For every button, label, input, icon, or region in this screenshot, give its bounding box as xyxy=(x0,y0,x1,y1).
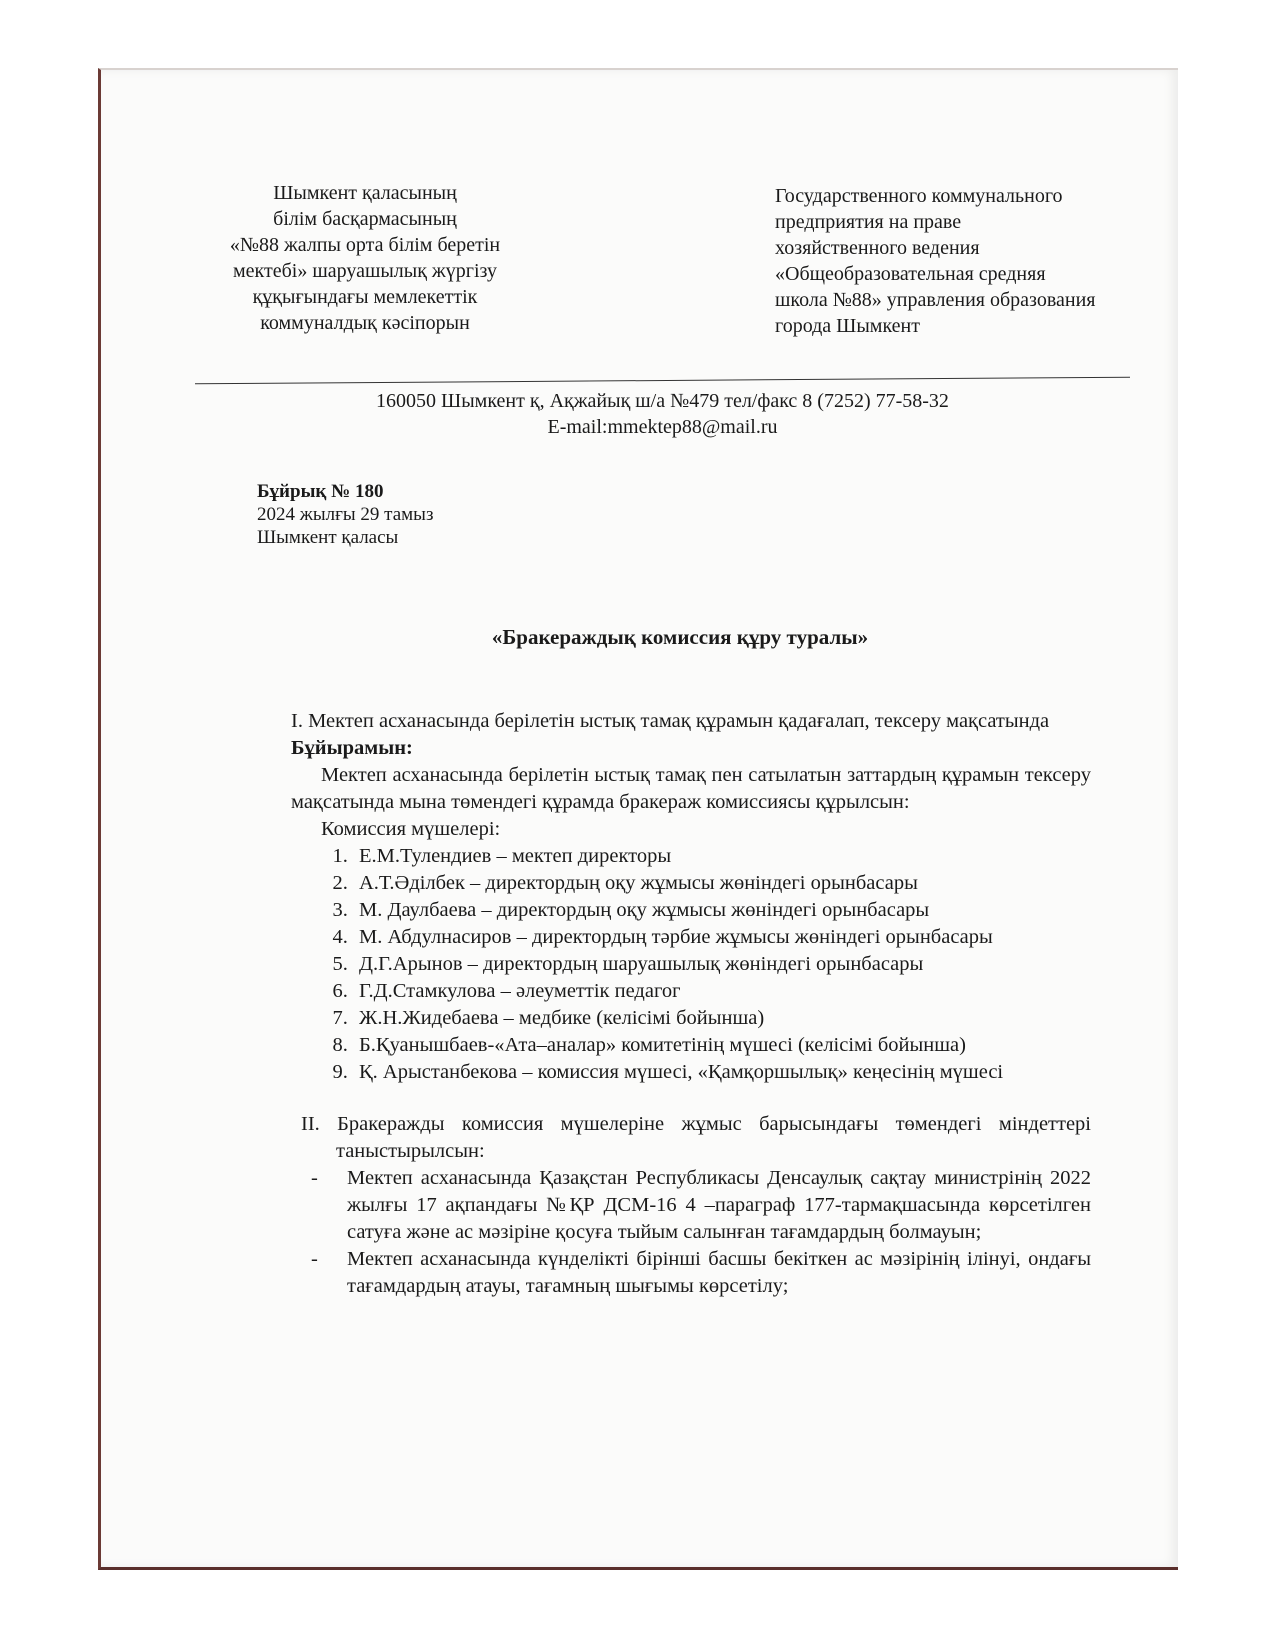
header-left-line: Шымкент қаласының xyxy=(273,182,457,204)
header-left-line: «№88 жалпы орта білім беретін xyxy=(229,234,501,256)
section1-intro: I. Мектеп асханасында берілетін ыстық тамақ құрамын қадағалап, тексеру мақсатында xyxy=(291,710,1050,732)
members-label: Комиссия мүшелері: xyxy=(321,818,501,840)
header-right-line: «Общеобразовательная средняя xyxy=(775,263,1046,285)
header-left-line: білім басқармасының xyxy=(273,208,457,230)
list-item: 2. А.Т.Әділбек – директордың оқу жұмысы жөніндегі орынбасары xyxy=(353,870,1091,897)
list-item: 3. М. Даулбаева – директордың оқу жұмысы жөніндегі орынбасары xyxy=(353,897,1091,924)
list-item: 9. Қ. Арыстанбекова – комиссия мүшесі, «Қамқоршылық» кеңесінің мүшесі xyxy=(353,1059,1091,1086)
section2 xyxy=(291,1111,1091,1300)
header-right-russian xyxy=(775,183,1135,339)
address-line: 160050 Шымкент қ, Ақжайық ш/а №479 тел/факс 8 (7252) 77-58-32 xyxy=(376,390,949,412)
header-right-line: школа №88» управления образования xyxy=(775,289,1096,311)
document-body xyxy=(291,708,1091,1300)
list-item: 8. Б.Қуанышбаев-«Ата–аналар» комитетінің мүшесі (келісімі бойынша) xyxy=(353,1032,1091,1059)
duty-text: Мектеп асханасында Қазақстан Республикасы Денсаулық сақтау министрінің 2022 жылғы 17 ақпандағы №ҚР ДСМ-16 4 –параграф 177-тармақшасында көрсетілген сатуға және ас мәзіріне қосуға тыйым салынған тағамдардың болмауын; xyxy=(347,1167,1091,1243)
email-line: E-mail:mmektep88@mail.ru xyxy=(547,416,778,438)
command-label: Бұйырамын: xyxy=(291,737,413,759)
section2-intro: II. Бракеражды комиссия мүшелеріне жұмыс барысындағы төмендегі міндеттері таныстырылсын: xyxy=(301,1113,1091,1162)
list-item: 4. М. Абдулнасиров – директордың тәрбие жұмысы жөніндегі орынбасары xyxy=(353,924,1091,951)
list-item: 7. Ж.Н.Жидебаева – медбике (келісімі бойынша) xyxy=(353,1005,1091,1032)
section1-paragraph: Мектеп асханасында берілетін ыстық тамақ пен сатылатын заттардың құрамын тексеру мақсатында мына төмендегі құрамда бракераж комиссиясы құрылсын: xyxy=(291,764,1091,813)
duties-list xyxy=(301,1165,1091,1300)
order-date: 2024 жылғы 29 тамыз xyxy=(257,504,434,525)
header-left-line: коммуналдық кәсіпорын xyxy=(260,312,470,334)
header-right-line: города Шымкент xyxy=(775,315,920,337)
list-item xyxy=(301,1165,1091,1246)
document-title: «Бракераждық комиссия құру туралы» xyxy=(491,625,869,649)
order-city: Шымкент қаласы xyxy=(257,527,399,548)
members-list xyxy=(291,843,1091,1086)
header-right-line: хозяйственного ведения xyxy=(775,237,980,259)
header-right-line: предприятия на праве xyxy=(775,211,962,233)
header-left-kazakh xyxy=(200,180,530,336)
dash-bullet: - xyxy=(311,1167,318,1189)
list-item xyxy=(301,1246,1091,1300)
order-number: Бұйрық № 180 xyxy=(257,481,384,502)
order-info xyxy=(257,480,433,549)
header-left-line: құқығындағы мемлекеттік xyxy=(252,286,478,308)
list-item: 5. Д.Г.Арынов – директордың шаруашылық жөніндегі орынбасары xyxy=(353,951,1091,978)
header-right-line: Государственного коммунального xyxy=(775,185,1063,207)
list-item: 6. Г.Д.Стамкулова – әлеуметтік педагог xyxy=(353,978,1091,1005)
address-block xyxy=(195,388,1130,440)
dash-bullet: - xyxy=(311,1248,318,1270)
list-item: 1. Е.М.Тулендиев – мектеп директоры xyxy=(353,843,1091,870)
duty-text: Мектеп асханасында күнделікті бірінші басшы бекіткен ас мәзірінің ілінуі, ондағы тағамдардың атауы, тағамның шығымы көрсетілу; xyxy=(347,1248,1091,1297)
header-left-line: мектебі» шаруашылық жүргізу xyxy=(233,260,497,282)
